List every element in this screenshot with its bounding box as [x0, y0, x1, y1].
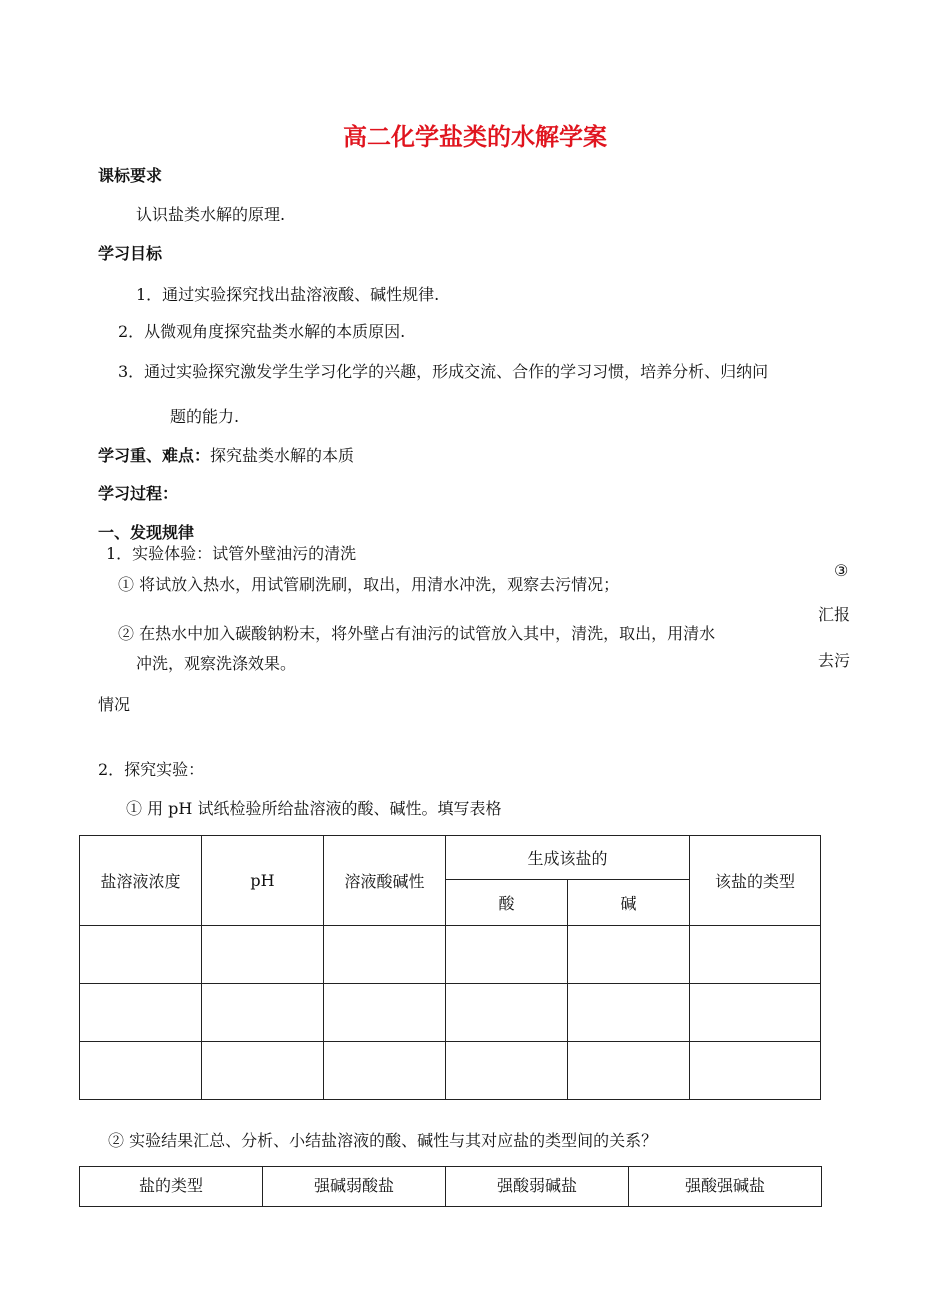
- kebiao-text: 认识盐类水解的原理.: [136, 205, 286, 224]
- table-cell[interactable]: [80, 926, 202, 984]
- side-line-1: 汇报: [818, 605, 851, 624]
- header-generated: 生成该盐的: [446, 836, 690, 880]
- exp2-step2: ② 实验结果汇总、分析、小结盐溶液的酸、碱性与其对应盐的类型间的关系？: [108, 1131, 658, 1150]
- table-cell[interactable]: [568, 984, 690, 1042]
- table-cell[interactable]: [202, 1042, 324, 1100]
- key-point-line: [98, 446, 354, 466]
- header-concentration: 盐溶液浓度: [80, 836, 202, 926]
- salt-type-table: [79, 1166, 822, 1207]
- table-row: [80, 1042, 821, 1100]
- goal-item-2: 2．从微观角度探究盐类水解的本质原因.: [118, 322, 406, 341]
- header-strong-base-weak-acid: 强碱弱酸盐: [263, 1167, 446, 1207]
- table-row: [80, 926, 821, 984]
- exp1-title: 1．实验体验：试管外壁油污的清洗: [106, 544, 357, 563]
- table-cell[interactable]: [202, 984, 324, 1042]
- header-acidity: 溶液酸碱性: [324, 836, 446, 926]
- table-cell[interactable]: [690, 984, 821, 1042]
- report-end: 情况: [98, 695, 131, 714]
- goal-item-3: 3．通过实验探究激发学生学习化学的兴趣，形成交流、合作的学习习惯，培养分析、归纳问: [118, 362, 769, 381]
- table-cell[interactable]: [690, 926, 821, 984]
- table-cell[interactable]: [446, 1042, 568, 1100]
- table-cell[interactable]: [80, 1042, 202, 1100]
- exp1-step2-line2: 冲洗，观察洗涤效果。: [136, 654, 297, 673]
- table-cell[interactable]: [446, 984, 568, 1042]
- exp2-step1: ① 用 pH 试纸检验所给盐溶液的酸、碱性。填写表格: [126, 799, 502, 818]
- table-cell[interactable]: [80, 984, 202, 1042]
- header-base: 碱: [568, 880, 690, 926]
- process-heading: 学习过程：: [98, 484, 179, 503]
- table-cell[interactable]: [324, 1042, 446, 1100]
- table-cell[interactable]: [202, 926, 324, 984]
- key-heading: 学习重、难点：: [98, 446, 211, 465]
- side-marker: ③: [834, 561, 849, 580]
- goal-item-1: 1．通过实验探究找出盐溶液酸、碱性规律.: [136, 285, 440, 304]
- kebiao-heading: 课标要求: [98, 166, 163, 185]
- table-cell[interactable]: [690, 1042, 821, 1100]
- page-title: 高二化学盐类的水解学案: [343, 123, 607, 151]
- header-strong-acid-weak-base: 强酸弱碱盐: [446, 1167, 629, 1207]
- table-cell[interactable]: [324, 984, 446, 1042]
- table-cell[interactable]: [568, 926, 690, 984]
- exp2-title: 2．探究实验：: [98, 760, 205, 779]
- side-line-2: 去污: [818, 651, 851, 670]
- table-row: [80, 984, 821, 1042]
- exp1-step2-line1: ② 在热水中加入碳酸钠粉末，将外壁占有油污的试管放入其中，清洗，取出，用清水: [118, 624, 716, 643]
- header-salt-type: 该盐的类型: [690, 836, 821, 926]
- ph-results-table: [79, 835, 821, 1100]
- table-cell[interactable]: [324, 926, 446, 984]
- table-cell[interactable]: [446, 926, 568, 984]
- key-text: 探究盐类水解的本质: [210, 446, 355, 465]
- mubiao-heading: 学习目标: [98, 244, 163, 263]
- header-ph: pH: [202, 836, 324, 926]
- header-salt-type-col: 盐的类型: [80, 1167, 263, 1207]
- table-cell[interactable]: [568, 1042, 690, 1100]
- goal-item-3-cont: 题的能力.: [170, 407, 240, 426]
- header-acid: 酸: [446, 880, 568, 926]
- part1-heading: 一、发现规律: [98, 523, 195, 542]
- exp1-step1: ① 将试放入热水，用试管刷洗刷，取出，用清水冲洗，观察去污情况；: [118, 575, 620, 594]
- header-strong-acid-strong-base: 强酸强碱盐: [629, 1167, 822, 1207]
